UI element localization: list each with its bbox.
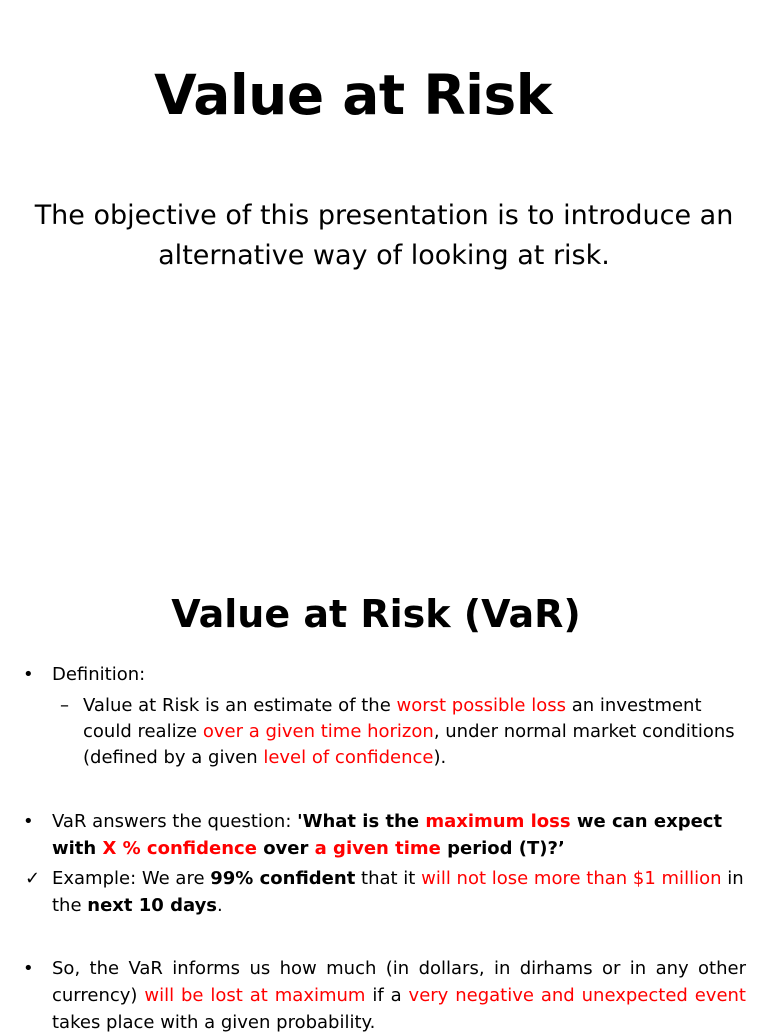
- definition-bullet: [23, 661, 746, 688]
- highlight-text: level of confidence: [263, 747, 434, 768]
- definition-text: – Value at Risk is an estimate of the worst possible loss an investment could realize over a given time horizon, under normal market conditions (defined by a given level of confidence).: [60, 695, 735, 768]
- highlight-text: will not lose more than $1 million: [421, 868, 722, 889]
- highlight-text: maximum loss: [425, 811, 571, 832]
- slide-title: Value at Risk: [154, 63, 552, 127]
- highlight-text: very negative and unexpected event: [408, 985, 746, 1006]
- question-bullet: • VaR answers the question: 'What is the maximum loss we can expect with X % confidence over a given time period (T)?’: [52, 808, 746, 862]
- bullet-marker: •: [23, 811, 34, 832]
- bullet-marker: •: [23, 664, 34, 685]
- highlight-text: a given time: [314, 838, 441, 859]
- slide-title: Value at Risk (VaR): [171, 592, 581, 636]
- highlight-text: X % confidence: [102, 838, 257, 859]
- check-icon: ✓: [25, 868, 41, 889]
- highlight-text: will be lost at maximum: [144, 985, 366, 1006]
- dash-marker: –: [60, 695, 69, 716]
- slide-subtitle: The objective of this presentation is to introduce an alternative way of looking at risk.: [34, 200, 734, 271]
- summary-bullet: • So, the VaR informs us how much (in dollars, in dirhams or in any other currency) will be lost at maximum if a very negative and unexpected event takes place with a given probability.: [52, 955, 746, 1036]
- definition-label: Definition:: [52, 664, 146, 685]
- bullet-marker: •: [23, 958, 34, 979]
- highlight-text: over a given time horizon: [202, 721, 434, 742]
- highlight-text: worst possible loss: [396, 695, 566, 716]
- example-bullet: ✓ Example: We are 99% confident that it will not lose more than $1 million in the next 10 days.: [52, 865, 746, 919]
